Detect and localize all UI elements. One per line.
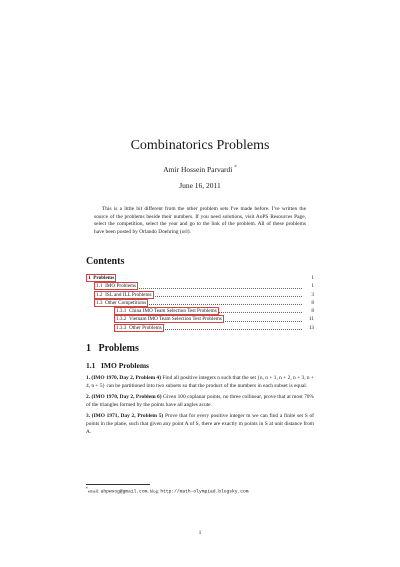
toc-entry[interactable] (94, 299, 314, 307)
toc-number: 1.2 (96, 291, 103, 298)
toc-entry[interactable] (86, 274, 314, 282)
toc-page: 1 (311, 275, 314, 281)
problem-item (86, 394, 314, 409)
toc-link[interactable] (114, 315, 224, 323)
problem-statement: Prove that for every positive integer m we can find a finite set S of points in the plane, such that given any point A of S, there are exactly m points in S at unit distance from A. (86, 413, 314, 435)
toc-entry[interactable] (114, 315, 314, 323)
footnote (86, 487, 249, 495)
problem-statement: Find all positive integers n such that the set {n, n + 1, n + 2, n + 3, n + 4, n + 5} can be partitioned into two subsets so that the product of the numbers in each subset is equal. (86, 375, 314, 389)
table-of-contents (86, 274, 314, 332)
paper-date: June 16, 2011 (179, 181, 221, 190)
toc-entry[interactable] (94, 282, 314, 290)
footnote-blog-label: , blog: (147, 488, 160, 494)
problem-item (86, 375, 314, 390)
footnote-blog-link[interactable]: http://math-olympiad.blogsky.com (160, 489, 249, 495)
toc-label: ISL and ILL Problems (105, 291, 152, 298)
toc-entry[interactable] (94, 291, 314, 299)
toc-link[interactable] (94, 282, 138, 290)
section-number: 1 (86, 343, 91, 354)
problem-source: 1. (IMO 1970, Day 2, Problem 4) (86, 375, 162, 381)
paper-title: Combinatorics Problems (130, 138, 270, 153)
author-line (0, 165, 400, 174)
toc-number: 1.3.1 (116, 308, 127, 315)
subsection-number: 1.1 (86, 361, 96, 370)
footnote-rule (86, 484, 150, 485)
author-footnote-mark: * (234, 165, 237, 171)
footnote-email-link[interactable]: ahpwsog@gmail.com (100, 489, 148, 495)
toc-label: IMO Problems (105, 283, 137, 290)
toc-label: Other Problems (128, 324, 162, 331)
problem-source: 3. (IMO 1971, Day 2, Problem 5) (86, 413, 164, 420)
subsection-heading (86, 361, 149, 370)
problem-item (86, 413, 314, 436)
toc-link[interactable] (94, 291, 154, 299)
toc-link[interactable] (114, 324, 164, 332)
abstract: This is a little bit different from the other problem sets I've made before. I've written the source of the problems beside their numbers. If you need solutions, visit AoPS Resources Page, select the competition, select the year and go to the link of the problem. All of these problems have been posted by Orlando Doehring (orl). (94, 206, 306, 235)
toc-number: 1.3.3 (116, 324, 127, 331)
toc-label: Problems (93, 275, 115, 281)
footnote-mark: * (86, 487, 88, 491)
toc-page: 11 (309, 316, 314, 323)
toc-label: China IMO Team Selection Test Problems (128, 308, 217, 315)
problem-list (86, 375, 314, 440)
toc-label: Other Competitions (105, 299, 147, 306)
problem-source: 2. (IMO 1970, Day 2, Problem 6) (86, 394, 162, 401)
footnote-email-label: email: (87, 488, 100, 494)
problem-statement: Given 100 coplanar points, no three collinear, prove that at most 70% of the triangles formed by the points have all angles acute. (86, 394, 314, 408)
toc-page: 8 (311, 299, 314, 306)
toc-page: 1 (311, 283, 314, 290)
contents-heading: Contents (86, 256, 125, 267)
toc-number: 1.1 (96, 283, 103, 290)
toc-number: 1 (88, 275, 91, 281)
subsection-title: IMO Problems (101, 361, 149, 370)
toc-number: 1.3.2 (116, 316, 127, 323)
section-title: Problems (98, 343, 139, 354)
toc-entry[interactable] (114, 324, 314, 332)
toc-link[interactable] (86, 274, 116, 282)
section-heading (86, 343, 139, 354)
page-number: 1 (198, 530, 202, 536)
toc-link[interactable] (114, 307, 219, 315)
toc-page: 3 (311, 291, 314, 298)
author-name: Amir Hossein Parvardi (163, 165, 233, 174)
toc-label: Vietnam IMO Team Selection Test Problems (128, 316, 222, 323)
toc-page: 8 (311, 308, 314, 315)
toc-entry[interactable] (114, 307, 314, 315)
toc-link[interactable] (94, 299, 148, 307)
toc-page: 13 (308, 324, 314, 331)
toc-number: 1.3 (96, 299, 103, 306)
